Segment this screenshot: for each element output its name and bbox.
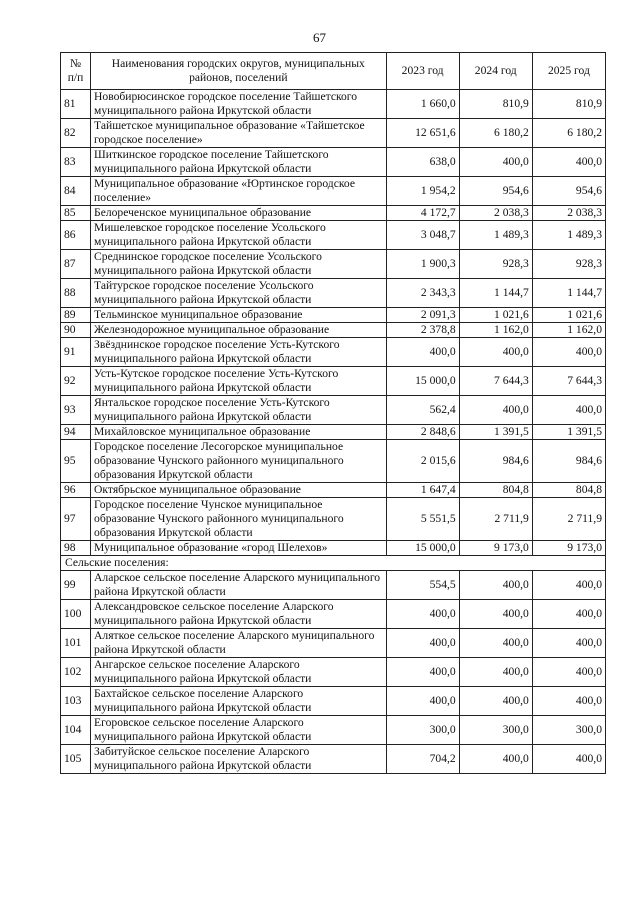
row-number: 88 (61, 279, 91, 308)
table-row (61, 687, 606, 716)
row-number: 94 (61, 425, 91, 440)
row-value-2023: 300,0 (386, 716, 459, 745)
row-value-2023: 638,0 (386, 148, 459, 177)
table-row (61, 440, 606, 483)
row-name: Аларское сельское поселение Аларского муниципального района Иркутской области (91, 571, 387, 600)
row-value-2025: 400,0 (532, 571, 605, 600)
row-value-2024: 810,9 (459, 90, 532, 119)
table-row (61, 148, 606, 177)
row-name: Усть-Кутское городское поселение Усть-Кутского муниципального района Иркутской области (91, 367, 387, 396)
row-number: 103 (61, 687, 91, 716)
header-2023: 2023 год (386, 53, 459, 90)
table-row (61, 206, 606, 221)
row-number: 82 (61, 119, 91, 148)
table-row (61, 541, 606, 556)
table-row (61, 250, 606, 279)
row-number: 105 (61, 745, 91, 774)
row-number: 98 (61, 541, 91, 556)
row-name: Тайшетское муниципальное образование «Тайшетское городское поселение» (91, 119, 387, 148)
page-number: 67 (313, 30, 326, 45)
row-number: 92 (61, 367, 91, 396)
row-value-2025: 400,0 (532, 338, 605, 367)
row-value-2025: 400,0 (532, 396, 605, 425)
table-row (61, 308, 606, 323)
row-name: Муниципальное образование «Юртинское городское поселение» (91, 177, 387, 206)
row-value-2024: 400,0 (459, 687, 532, 716)
row-value-2023: 1 660,0 (386, 90, 459, 119)
table-row (61, 323, 606, 338)
row-name: Белореченское муниципальное образование (91, 206, 387, 221)
row-value-2023: 1 900,3 (386, 250, 459, 279)
header-num: № п/п (61, 53, 91, 90)
row-value-2025: 400,0 (532, 629, 605, 658)
row-number: 87 (61, 250, 91, 279)
row-value-2025: 2 711,9 (532, 498, 605, 541)
row-value-2025: 954,6 (532, 177, 605, 206)
row-value-2024: 400,0 (459, 396, 532, 425)
row-value-2025: 400,0 (532, 745, 605, 774)
row-number: 89 (61, 308, 91, 323)
row-value-2024: 400,0 (459, 658, 532, 687)
row-value-2023: 704,2 (386, 745, 459, 774)
row-number: 90 (61, 323, 91, 338)
row-number: 81 (61, 90, 91, 119)
row-value-2025: 2 038,3 (532, 206, 605, 221)
row-value-2025: 928,3 (532, 250, 605, 279)
row-name: Ангарское сельское поселение Аларского муниципального района Иркутской области (91, 658, 387, 687)
row-number: 83 (61, 148, 91, 177)
row-number: 84 (61, 177, 91, 206)
table-row (61, 716, 606, 745)
row-name: Среднинское городское поселение Усольского муниципального района Иркутской области (91, 250, 387, 279)
row-value-2025: 1 391,5 (532, 425, 605, 440)
row-number: 95 (61, 440, 91, 483)
row-value-2023: 1 647,4 (386, 483, 459, 498)
table-row (61, 90, 606, 119)
row-number: 85 (61, 206, 91, 221)
row-value-2023: 400,0 (386, 338, 459, 367)
table-row (61, 177, 606, 206)
header-name: Наименования городских округов, муниципальных районов, поселений (91, 53, 387, 90)
row-value-2023: 2 848,6 (386, 425, 459, 440)
row-value-2024: 9 173,0 (459, 541, 532, 556)
row-number: 91 (61, 338, 91, 367)
row-value-2025: 1 021,6 (532, 308, 605, 323)
row-value-2024: 2 711,9 (459, 498, 532, 541)
table-row (61, 571, 606, 600)
row-name: Новобирюсинское городское поселение Тайшетского муниципального района Иркутской области (91, 90, 387, 119)
row-value-2023: 400,0 (386, 687, 459, 716)
row-value-2024: 2 038,3 (459, 206, 532, 221)
section-row (61, 556, 606, 571)
row-value-2023: 12 651,6 (386, 119, 459, 148)
row-value-2023: 15 000,0 (386, 367, 459, 396)
row-number: 96 (61, 483, 91, 498)
row-value-2024: 400,0 (459, 745, 532, 774)
row-value-2025: 300,0 (532, 716, 605, 745)
header-2024: 2024 год (459, 53, 532, 90)
row-value-2024: 1 489,3 (459, 221, 532, 250)
row-value-2025: 810,9 (532, 90, 605, 119)
row-number: 97 (61, 498, 91, 541)
row-value-2025: 6 180,2 (532, 119, 605, 148)
row-value-2024: 400,0 (459, 148, 532, 177)
row-number: 99 (61, 571, 91, 600)
row-value-2024: 400,0 (459, 600, 532, 629)
table-row (61, 629, 606, 658)
row-value-2024: 400,0 (459, 338, 532, 367)
row-value-2025: 7 644,3 (532, 367, 605, 396)
table-row (61, 367, 606, 396)
table-header-row (61, 53, 606, 90)
table-row (61, 119, 606, 148)
row-value-2024: 300,0 (459, 716, 532, 745)
row-name: Городское поселение Чунское муниципальное образование Чунского районного муниципального образования Иркутской области (91, 498, 387, 541)
row-value-2023: 2 015,6 (386, 440, 459, 483)
row-value-2023: 15 000,0 (386, 541, 459, 556)
row-value-2024: 1 162,0 (459, 323, 532, 338)
row-name: Звёзднинское городское поселение Усть-Кутского муниципального района Иркутской области (91, 338, 387, 367)
row-value-2024: 984,6 (459, 440, 532, 483)
row-value-2023: 400,0 (386, 658, 459, 687)
row-name: Александровское сельское поселение Аларского муниципального района Иркутской области (91, 600, 387, 629)
row-name: Городское поселение Лесогорское муниципальное образование Чунского районного муниципального образования Иркутской области (91, 440, 387, 483)
row-value-2024: 6 180,2 (459, 119, 532, 148)
table-row (61, 338, 606, 367)
row-value-2023: 562,4 (386, 396, 459, 425)
row-value-2025: 400,0 (532, 687, 605, 716)
row-value-2025: 9 173,0 (532, 541, 605, 556)
row-value-2023: 400,0 (386, 629, 459, 658)
row-value-2023: 2 343,3 (386, 279, 459, 308)
row-value-2023: 1 954,2 (386, 177, 459, 206)
row-name: Тельминское муниципальное образование (91, 308, 387, 323)
row-value-2024: 400,0 (459, 571, 532, 600)
row-name: Октябрьское муниципальное образование (91, 483, 387, 498)
row-value-2024: 1 144,7 (459, 279, 532, 308)
row-value-2025: 1 144,7 (532, 279, 605, 308)
row-value-2024: 7 644,3 (459, 367, 532, 396)
row-value-2023: 400,0 (386, 600, 459, 629)
row-name: Бахтайское сельское поселение Аларского муниципального района Иркутской области (91, 687, 387, 716)
row-name: Муниципальное образование «город Шелехов» (91, 541, 387, 556)
row-value-2025: 400,0 (532, 600, 605, 629)
row-value-2025: 984,6 (532, 440, 605, 483)
row-value-2025: 400,0 (532, 148, 605, 177)
table-row (61, 498, 606, 541)
row-value-2023: 554,5 (386, 571, 459, 600)
header-2025: 2025 год (532, 53, 605, 90)
row-name: Михайловское муниципальное образование (91, 425, 387, 440)
row-number: 100 (61, 600, 91, 629)
table-row (61, 745, 606, 774)
budget-table (60, 52, 606, 774)
row-value-2025: 1 489,3 (532, 221, 605, 250)
table-row (61, 396, 606, 425)
row-value-2024: 400,0 (459, 629, 532, 658)
row-value-2024: 954,6 (459, 177, 532, 206)
row-value-2024: 1 391,5 (459, 425, 532, 440)
row-value-2025: 400,0 (532, 658, 605, 687)
row-value-2023: 2 378,8 (386, 323, 459, 338)
table-row (61, 600, 606, 629)
row-name: Янтальское городское поселение Усть-Кутского муниципального района Иркутской области (91, 396, 387, 425)
row-number: 102 (61, 658, 91, 687)
row-name: Забитуйское сельское поселение Аларского муниципального района Иркутской области (91, 745, 387, 774)
table-row (61, 221, 606, 250)
table-row (61, 425, 606, 440)
row-value-2024: 1 021,6 (459, 308, 532, 323)
row-name: Железнодорожное муниципальное образование (91, 323, 387, 338)
section-cell: Сельские поселения: (61, 556, 606, 571)
row-name: Аляткое сельское поселение Аларского муниципального района Иркутской области (91, 629, 387, 658)
row-number: 101 (61, 629, 91, 658)
row-value-2024: 804,8 (459, 483, 532, 498)
row-value-2025: 1 162,0 (532, 323, 605, 338)
row-value-2025: 804,8 (532, 483, 605, 498)
row-name: Шиткинское городское поселение Тайшетского муниципального района Иркутской области (91, 148, 387, 177)
row-name: Егоровское сельское поселение Аларского муниципального района Иркутской области (91, 716, 387, 745)
row-value-2023: 5 551,5 (386, 498, 459, 541)
row-name: Тайтурское городское поселение Усольского муниципального района Иркутской области (91, 279, 387, 308)
table-row (61, 279, 606, 308)
table-body (61, 90, 606, 774)
row-number: 104 (61, 716, 91, 745)
row-value-2024: 928,3 (459, 250, 532, 279)
table-row (61, 483, 606, 498)
table-row (61, 658, 606, 687)
row-number: 86 (61, 221, 91, 250)
row-value-2023: 2 091,3 (386, 308, 459, 323)
row-value-2023: 4 172,7 (386, 206, 459, 221)
row-name: Мишелевское городское поселение Усольского муниципального района Иркутской области (91, 221, 387, 250)
row-number: 93 (61, 396, 91, 425)
row-value-2023: 3 048,7 (386, 221, 459, 250)
